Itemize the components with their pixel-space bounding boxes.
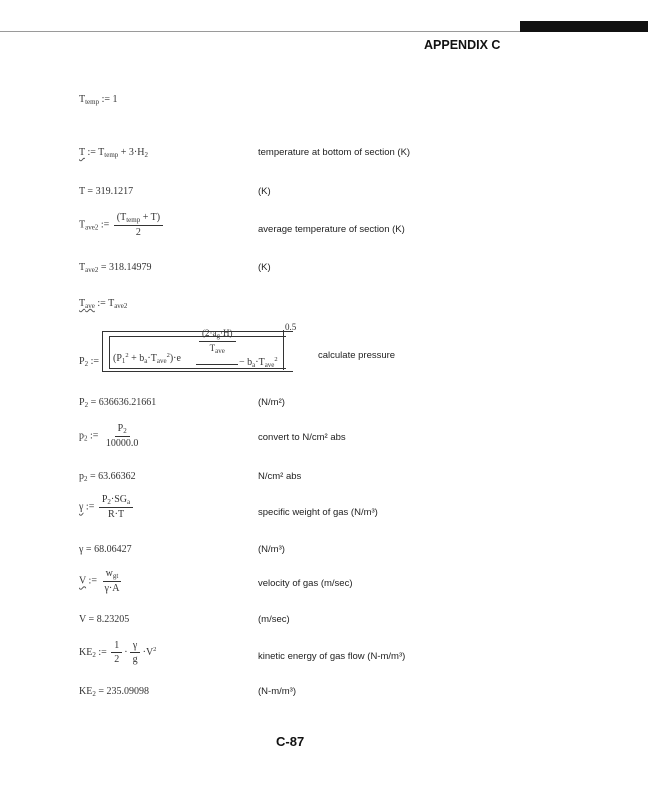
appendix-heading: APPENDIX C (424, 38, 501, 52)
p2-result: $P_2 = 636636.21661$ (79, 397, 157, 409)
t-result-comment: (K) (258, 186, 271, 197)
ke-result-comment: (N-m/m³) (258, 686, 296, 697)
p2-small-result-value: 63.66362 (98, 471, 136, 482)
p2-exponent: 0.5 (285, 322, 297, 332)
gamma-result: γ = 68.06427 (79, 544, 132, 555)
ke-result: $KE_2 = 235.09098$ (79, 686, 149, 698)
p2-small-result-comment: N/cm² abs (258, 471, 302, 482)
header-bar (520, 21, 648, 32)
t-result-value: 319.1217 (95, 186, 134, 197)
gamma-definition: γ := $\frac{P_2\cdot SG_a}{R\cdot T}$ (79, 494, 135, 520)
v-result: V = 8.23205 (79, 614, 130, 625)
ke-result-value: 235.09098 (106, 686, 149, 697)
tave2-denominator: 2 (135, 227, 141, 238)
p2-result-value: 636636.21661 (98, 397, 157, 408)
p2-small-result: $p_2 = 63.66362$ (79, 471, 136, 483)
gamma-result-comment: (N/m³) (258, 544, 285, 555)
tave2-result: $T_{ave2} = 318.14979$ (79, 262, 152, 274)
t-definition-comment: temperature at bottom of section (K) (258, 147, 411, 158)
p2-small-definition: $p_2$ := $\frac{P_2}{10000.0}$ (79, 423, 143, 449)
t-temp-assignment: $T_{temp}$ := 1 (79, 94, 118, 106)
tave2-definition-comment: average temperature of section (K) (258, 224, 405, 235)
p2-small-denominator: 10000.0 (105, 438, 139, 449)
tave2-result-value: 318.14979 (108, 262, 152, 273)
gamma-result-value: 68.06427 (94, 544, 132, 555)
t-definition: T := $T_{temp} + 3\cdot H_2$ (79, 147, 148, 159)
p2-formula: $P_2$ := $(P_1^2 + b_a\cdot T_{ave}^2)\cdot e$ $\frac{(2\cdot a_g\cdot H)}{T_{ave}}$ − $b_a\cdot T_{ave}^2$ 0.5 (79, 322, 319, 374)
t-result: T = 319.1217 (79, 186, 134, 197)
gamma-definition-comment: specific weight of gas (N/m³) (258, 507, 378, 518)
t-temp-value: 1 (112, 94, 118, 105)
ke-definition-comment: kinetic energy of gas flow (N-m/m³) (258, 651, 406, 662)
tave2-result-comment: (K) (258, 262, 271, 273)
v-result-comment: (m/sec) (258, 614, 290, 625)
p2-definition-comment: calculate pressure (318, 350, 396, 361)
p2-result-comment: (N/m²) (258, 397, 285, 408)
p2-small-definition-comment: convert to N/cm² abs (258, 432, 346, 443)
v-definition-comment: velocity of gas (m/sec) (258, 578, 353, 589)
tave2-definition: $T_{ave2}$ := $\frac{(T_{temp} + T)}{2}$ (79, 212, 165, 238)
v-definition: V := $\frac{w_{gt}}{\gamma\cdot A}$ (79, 568, 120, 594)
ke-definition: $KE_2$ := $\frac{1}{2}$ · $\frac{\gamma}{g}$ $\cdot V^2$ (79, 640, 157, 665)
page-number: C-87 (276, 734, 305, 749)
tave-assignment: $T_{ave}$ := $T_{ave2}$ (79, 298, 128, 310)
v-result-value: 8.23205 (96, 614, 130, 625)
